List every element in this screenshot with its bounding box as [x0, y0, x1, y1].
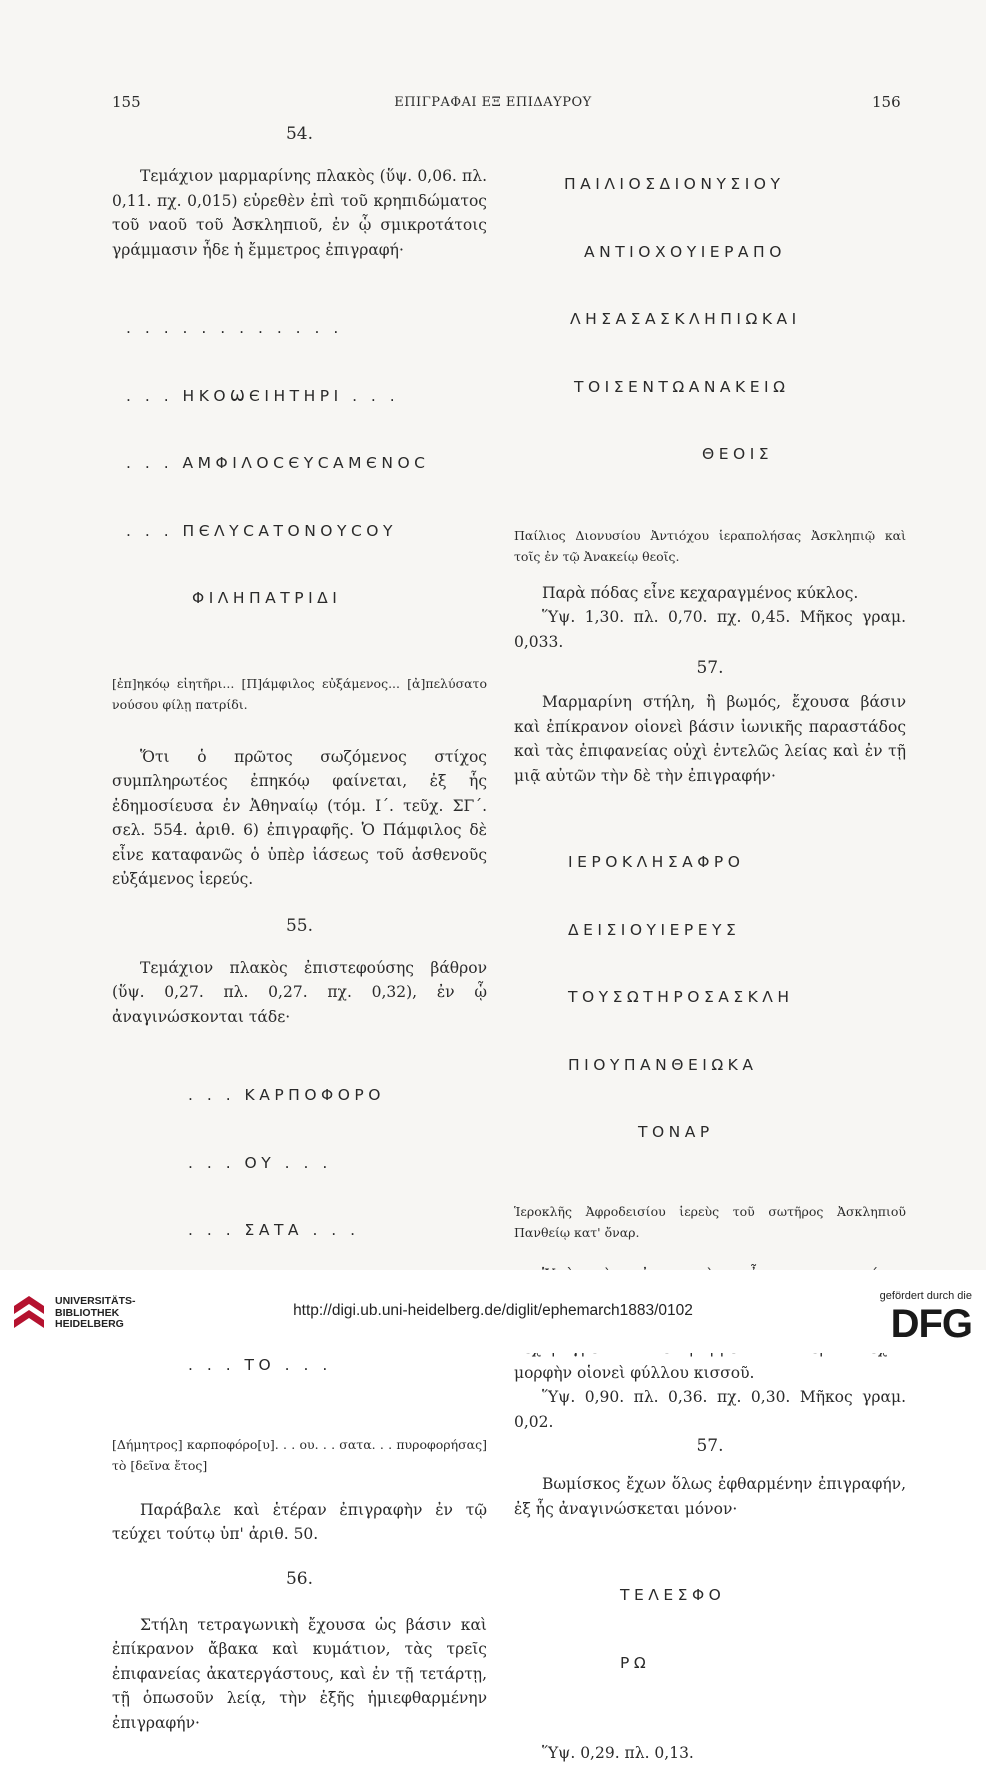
inscription-line: ΡΩ [620, 1653, 651, 1672]
inscription-line: . . . ΚΑΡΠΟΦΟΡΟ [188, 1086, 385, 1104]
paragraph: Τεμάχιον μαρμαρίνης πλακὸς (ὕψ. 0,06. πλ. 0,11. πχ. 0,015) εὑρεθὲν ἐπὶ τοῦ κρηπιδώματος τοῦ ναοῦ τοῦ Ἀσκληπιοῦ, ἐν ᾧ σμικροτάτοις γράμμασιν ἦδε ἡ ἔμμετρος ἐπιγραφή· [112, 167, 487, 259]
paragraph: Ὅτι ὁ πρῶτος σωζόμενος στίχος συμπληρωτέος ἐπηκόῳ φαίνεται, ἐξ ἧς ἐδημοσίευσα ἐν Ἀθηναίῳ (τόμ. Ι΄. τεῦχ. ΣΓ΄. σελ. 554. ἀριθ. 6) ἐπιγραφῆς. Ὁ Πάμφιλος δὲ εἶνε καταφανῶς ὁ ὑπὲρ ἰάσεως τοῦ ἀσθενοῦς εὐξάμενος ἱερεύς. [112, 747, 487, 888]
inscription-block [112, 272, 487, 655]
inscription-line: . . . ΤΟ . . . [188, 1356, 332, 1374]
right-column [514, 120, 906, 1766]
inscription-line: ΤΟΙΣΕΝΤΩΑΝΑΚΕΙΩ [574, 377, 790, 396]
paragraph: Παρὰ πόδας εἶνε κεχαραγμένος κύκλος. [542, 583, 859, 602]
institution-line: BIBLIOTHEK [55, 1306, 120, 1319]
inscription-block [514, 128, 906, 511]
dfg-logo: DFG [890, 1302, 972, 1346]
inscription-line: ΘΕΟΙΣ [702, 445, 774, 463]
inscription-line: ΤΕΛΕΣΦΟ [620, 1586, 726, 1604]
left-column [112, 120, 487, 1735]
inscription-line: ΤΟΥΣΩΤΗΡΟΣΑΣΚΛΗ [568, 988, 794, 1006]
source-url-link[interactable]: http://digi.ub.uni-heidelberg.de/diglit/ephemarch1883/0102 [293, 1302, 693, 1319]
inscription-line: ΑΝΤΙΟΧΟΥΙΕΡΑΠΟ [584, 242, 786, 261]
inscription-line: . . . ΗΚΟѠЄΙΗΤΗΡΙ . . . [126, 386, 400, 405]
paragraph: Παράβαλε καὶ ἑτέραν ἐπιγραφὴν ἐν τῷ τεύχει τούτῳ ὑπ' ἀριθ. 50. [112, 1500, 487, 1543]
page-number-right: 156 [872, 93, 901, 111]
funding-caption: gefördert durch die [879, 1290, 972, 1302]
entry-number: 57. [696, 658, 724, 678]
inscription-block [112, 1039, 487, 1422]
inscription-line: ΠΑΙΛΙΟΣΔΙΟΝΥΣΙΟΥ [564, 175, 785, 193]
viewer-footer [0, 1270, 986, 1353]
inscription-line: . . . ΣΑΤΑ . . . [188, 1221, 360, 1239]
inscription-line: ΔΕΙΣΙΟΥΙΕΡΕΥΣ [568, 920, 741, 939]
inscription-line: ΙΕΡΟΚΛΗΣΑΦΡΟ [568, 853, 745, 871]
entry-number: 57. [696, 1436, 724, 1456]
transcription: Ἱεροκλῆς Ἀφροδεισίου ἱερεὺς τοῦ σωτῆρος Ἀσκληπιοῦ Πανθείῳ κατ' ὄναρ. [514, 1203, 906, 1240]
institution-line: UNIVERSITÄTS- [55, 1295, 136, 1307]
paragraph: Στήλη τετραγωνικὴ ἔχουσα ὡς βάσιν καὶ ἐπίκρανον ἄβακα καὶ κυμάτιον, τὰς τρεῖς ἐπιφανείας ἀκατεργάστους, καὶ ἐν τῇ τετάρτῃ, τῇ ὁπωσοῦν λείᾳ, τὴν ἑξῆς ἡμιεφθαρμένην ἐπιγραφήν· [112, 1615, 487, 1732]
paragraph: Μαρμαρίνη στήλη, ἢ βωμός, ἔχουσα βάσιν καὶ ἐπίκρανον οἱονεὶ βάσιν ἰωνικῆς παραστάδος καὶ τὰς ἐπιφανείας οὐχὶ ἐντελῶς λείας καὶ ἐν τῇ μιᾷ αὐτῶν τὴν δὲ τὴν ἐπιγραφήν· [514, 693, 906, 785]
entry-number: 55. [285, 915, 314, 936]
page-number-left: 155 [112, 93, 141, 111]
inscription-line: . . . ΑΜΦΙΛΟϹЄΥϹΑΜЄΝΟϹ [126, 454, 430, 472]
inscription-block [514, 1539, 906, 1719]
inscription-line: ΦΙΛΗΠΑΤΡΙΔΙ [126, 589, 342, 607]
paragraph: Ὕψ. 1,30. πλ. 0,70. πχ. 0,45. Μῆκος γραμ. 0,033. [514, 608, 906, 651]
paragraph: Ὕψ. 0,90. πλ. 0,36. πχ. 0,30. Μῆκος γραμ. 0,02. [514, 1388, 906, 1431]
inscription-line: ΛΗΣΑΣΑΣΚΛΗΠΙΩΚΑΙ [570, 310, 801, 328]
paragraph: Ὕψ. 0,29. πλ. 0,13. [542, 1744, 694, 1762]
transcription: [ἐπ]ηκόῳ εἰητῆρι... [Π]άμφιλος εὐξάμενος... [ἀ]πελύσατο νούσου φίλῃ πατρίδι. [112, 675, 487, 712]
paragraph: Βωμίσκος ἔχων ὅλως ἐφθαρμένην ἐπιγραφήν, ἐξ ἧς ἀναγινώσκεται μόνον· [514, 1475, 906, 1518]
inscription-line: ΤΟΝΑΡ [638, 1123, 714, 1141]
paragraph: μορφὴν οἱονεὶ φύλλου κισσοῦ. [514, 1363, 755, 1382]
inscription-line: . . . ΠЄΛΥϹΑΤΟΝΟΥϹΟΥ [126, 521, 397, 540]
inscription-line: . . . . . . . . . . . . [126, 319, 343, 337]
transcription: [Δήμητρος] καρποφόρο[υ]. . . ου. . . σατα. . . πυροφορήσας] τὸ [δεῖνα ἔτος] [112, 1436, 487, 1473]
entry-number: 54. [285, 124, 314, 144]
paragraph: Τεμάχιον πλακὸς ἐπιστεφούσης βάθρον (ὕψ. 0,27. πλ. 0,27. πχ. 0,32), ἐν ᾧ ἀναγινώσκονται τάδε· [112, 958, 487, 1026]
institution-line: HEIDELBERG [55, 1318, 124, 1330]
inscription-block [514, 806, 906, 1189]
transcription: Παίλιος Διονυσίου Ἀντιόχου ἱεραπολήσας Ἀσκληπιῷ καὶ τοῖς ἐν τῷ Ἀνακείῳ θεοῖς. [514, 527, 906, 564]
inscription-line: ΠΙΟΥΠΑΝΘΕΙΩΚΑ [568, 1055, 758, 1074]
running-title: ΕΠΙΓΡΑΦΑΙ ΕΞ ΕΠΙΔΑΥΡΟΥ [394, 95, 592, 110]
entry-number: 56. [285, 1568, 314, 1589]
inscription-line: . . . ΟΥ . . . [188, 1153, 332, 1172]
